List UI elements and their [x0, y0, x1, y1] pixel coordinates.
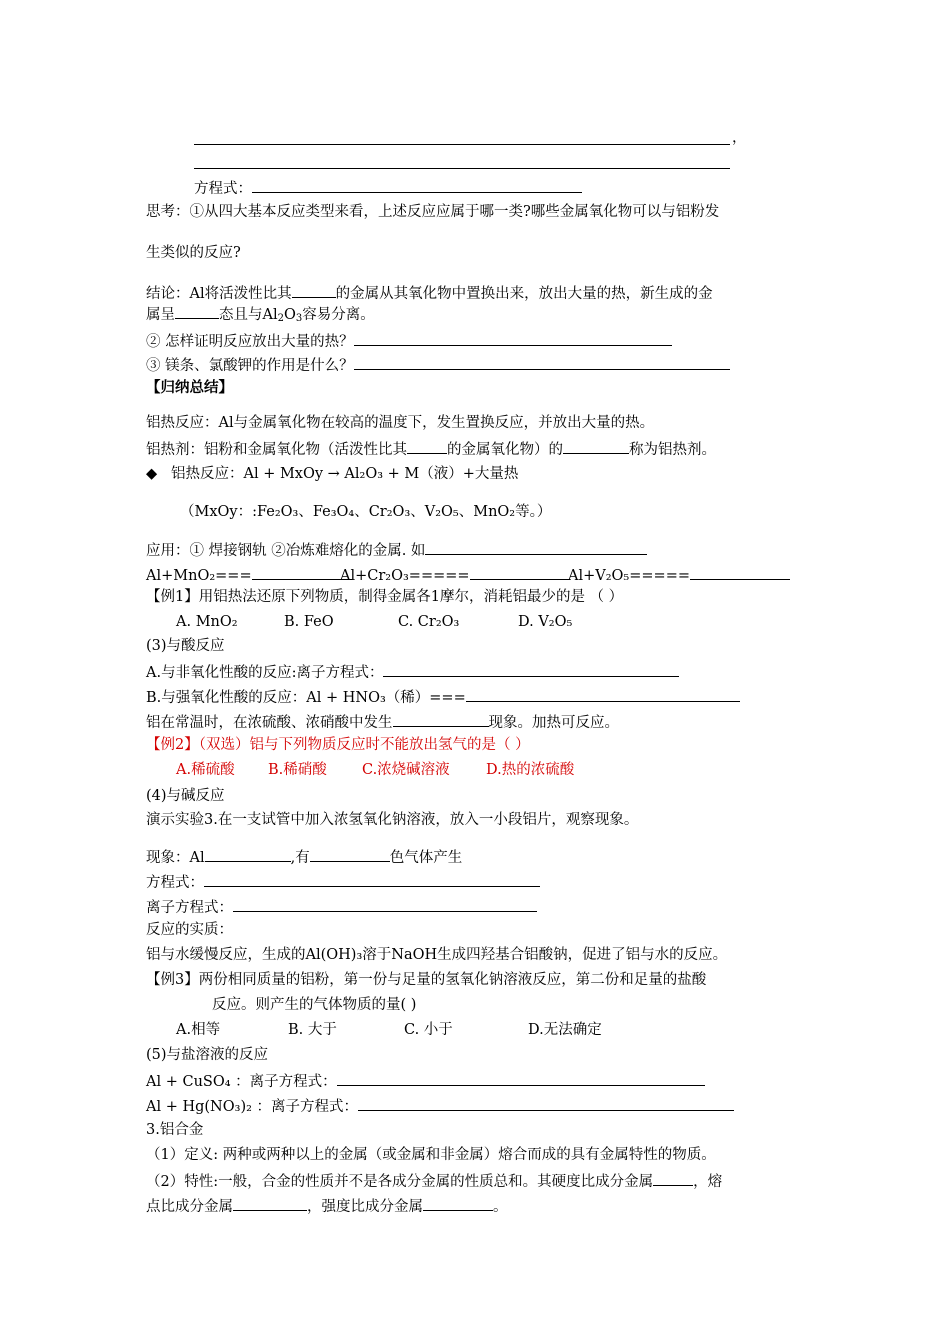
base-formula-blank [204, 871, 540, 887]
salt-cuso4 [146, 1070, 705, 1092]
agent-blank-2 [563, 438, 629, 454]
eq-mno2 [146, 564, 352, 586]
example-1: 【例1】用铝热法还原下列物质，制得金属各1摩尔，消耗铝最少的是 （ ） [146, 589, 624, 605]
alloy-property-2 [146, 1195, 508, 1217]
eq-v2o5-blank [690, 564, 790, 580]
conclusion-line-2: 属呈 态且与$Al_2O_3$容易分离。 [146, 303, 375, 325]
reaction-essence: 反应的实质： [146, 922, 233, 938]
think-line-1: 思考：①从四大基本反应类型来看，上述反应应属于哪一类?哪些金属氧化物可以与铝粉发 [146, 204, 720, 220]
reaction-text: 铝热反应：Al + MxOy → Al₂O₃ + M（液）+大量热 [170, 466, 519, 482]
section-salt: (5)与盐溶液的反应 [146, 1047, 269, 1063]
acid-b-text: B.与强氧化性酸的反应：Al + HNO₃（稀）=== [146, 690, 466, 706]
eq-cr2o3-text: Al+Cr₂O₃===== [340, 568, 470, 584]
think-line-2: 生类似的反应? [146, 245, 241, 261]
base-formula [146, 871, 540, 893]
passivation [146, 711, 619, 733]
alloy-blank-hardness [653, 1170, 693, 1186]
base-ionic-label: 离子方程式： [146, 900, 233, 916]
example-3-option-a: A.相等 [176, 1022, 221, 1038]
acid-a-text: A.与非氧化性酸的反应:离子方程式： [146, 665, 384, 681]
passivation-text-a: 铝在常温时，在浓硫酸、浓硝酸中发生 [146, 715, 393, 731]
eq-cr2o3-blank [470, 564, 570, 580]
alloy-prop-text-a: （2）特性:一般，合金的性质并不是各成分金属的性质总和。其硬度比成分金属 [146, 1174, 654, 1190]
conclusion-text-a: 结论：Al将活泼性比其 [146, 286, 292, 302]
agent-text-b: 的金属氧化物）的 [447, 442, 563, 458]
section-alloy: 3.铝合金 [146, 1122, 204, 1138]
base-ionic [146, 896, 537, 918]
alloy-prop-text-c: 点比成分金属 [146, 1199, 233, 1215]
salt-hgno3-text: Al + Hg(NO₃)₂ ：离子方程式： [146, 1099, 359, 1115]
example-2-option-d: D.热的浓硫酸 [486, 762, 575, 778]
eq-cr2o3 [340, 564, 570, 586]
conclusion-text-e: O [283, 307, 296, 323]
conclusion-text-d: 态且与Al [219, 307, 278, 323]
eq-mno2-blank [252, 564, 352, 580]
eq-v2o5-text: Al+V₂O₅===== [568, 568, 690, 584]
example-3-option-b: B. 大于 [288, 1022, 337, 1038]
agent-text-c: 称为铝热剂。 [629, 442, 716, 458]
example-2-option-a: A.稀硫酸 [176, 762, 235, 778]
example-2-option-c: C.浓烧碱溶液 [362, 762, 450, 778]
passivation-text-b: 现象。加热可反应。 [488, 715, 619, 731]
application-blank [425, 539, 647, 555]
phenomenon-text-b: ,有 [290, 850, 310, 866]
section-base: (4)与碱反应 [146, 788, 225, 804]
demo-experiment: 演示实验3.在一支试管中加入浓氢氧化钠溶液，放入一小段铝片，观察现象。 [146, 812, 639, 828]
agent-blank-1 [407, 438, 447, 454]
agent-text-a: 铝热剂：铝粉和金属氧化物（活泼性比其 [146, 442, 407, 458]
eq-v2o5 [568, 564, 790, 586]
example-1-option-c: C. Cr₂O₃ [398, 614, 460, 630]
question-3 [146, 354, 730, 376]
alloy-blank-melting [233, 1195, 307, 1211]
acid-a-blank [383, 661, 679, 677]
conclusion-text-c: 属呈 [146, 307, 175, 323]
question-2-text: ② 怎样证明反应放出大量的热？ [146, 334, 354, 350]
phenomenon-blank-2 [310, 846, 390, 862]
application-line [146, 539, 647, 561]
bullet-icon: ◆ [146, 466, 158, 482]
salt-hgno3 [146, 1095, 734, 1117]
example-3-line-1: 【例3】两份相同质量的铝粉，第一份与足量的氢氧化钠溶液反应，第二份和足量的盐酸 [146, 972, 707, 988]
question-2 [146, 330, 672, 352]
reaction-essence-text: 铝与水缓慢反应，生成的Al(OH)₃溶于NaOH生成四羟基合铝酸钠，促进了铝与水的反应。 [146, 947, 728, 963]
alloy-property-1 [146, 1170, 722, 1192]
base-ionic-blank [233, 896, 537, 912]
comma-mark: ， [732, 130, 747, 146]
phenomenon-text-c: 色气体产生 [389, 850, 463, 866]
acid-b-blank [466, 686, 740, 702]
example-1-option-a: A. MnO₂ [176, 614, 238, 630]
question-3-text: ③ 镁条、氯酸钾的作用是什么？ [146, 358, 354, 374]
example-1-option-d: D. V₂O₅ [518, 614, 573, 630]
formula-label: 方程式： [194, 181, 252, 197]
summary-heading: 【归纳总结】 [146, 379, 233, 396]
salt-hgno3-blank [358, 1095, 734, 1111]
question-3-blank [354, 354, 730, 370]
acid-b [146, 686, 740, 708]
conclusion-line-1 [146, 282, 713, 304]
formula-line [194, 177, 582, 199]
example-3-option-c: C. 小于 [404, 1022, 453, 1038]
alloy-prop-text-b: ，熔 [693, 1174, 723, 1190]
alloy-prop-text-d: ，强度比成分金属 [307, 1199, 423, 1215]
thermite-reaction [146, 464, 518, 484]
formula-blank [252, 177, 582, 193]
example-3-line-2: 反应。则产生的气体物质的量( ) [212, 997, 417, 1013]
thermite-definition: 铝热反应：Al与金属氧化物在较高的温度下，发生置换反应，并放出大量的热。 [146, 415, 655, 431]
conclusion-blank-1 [292, 282, 336, 298]
example-2-option-b: B.稀硝酸 [268, 762, 327, 778]
example-3-option-d: D.无法确定 [528, 1022, 602, 1038]
alloy-definition: （1）定义: 两种或两种以上的金属（或金属和非金属）熔合而成的具有金属特性的物质。 [146, 1147, 716, 1163]
phenomenon-text-a: 现象：Al [146, 850, 205, 866]
question-2-blank [354, 330, 672, 346]
answer-line-2 [194, 168, 730, 169]
phenomenon [146, 846, 462, 868]
application-text: 应用：① 焊接钢轨 ②冶炼难熔化的金属. 如 [146, 543, 426, 559]
conclusion-text-f: 容易分离。 [302, 307, 375, 323]
answer-line-1 [194, 144, 730, 145]
alloy-blank-strength [423, 1195, 493, 1211]
phenomenon-blank-1 [205, 846, 291, 862]
eq-mno2-text: Al+MnO₂=== [146, 568, 252, 584]
section-acid: (3)与酸反应 [146, 638, 225, 654]
example-2: 【例2】（双选）铝与下列物质反应时不能放出氢气的是（ ） [146, 737, 530, 753]
oxide-list: （MxOy：:Fe₂O₃、Fe₃O₄、Cr₂O₃、V₂O₅、MnO₂等。） [180, 504, 552, 520]
base-formula-label: 方程式： [146, 875, 204, 891]
conclusion-text-b: 的金属从其氧化物中置换出来，放出大量的热，新生成的金 [335, 286, 713, 302]
salt-cuso4-text: Al + CuSO₄ ：离子方程式： [146, 1074, 337, 1090]
example-1-option-b: B. FeO [284, 614, 334, 630]
conclusion-blank-2 [175, 303, 219, 319]
salt-cuso4-blank [337, 1070, 705, 1086]
passivation-blank [393, 711, 489, 727]
acid-a [146, 661, 679, 683]
alloy-prop-text-e: 。 [493, 1199, 508, 1215]
thermite-agent [146, 438, 716, 460]
